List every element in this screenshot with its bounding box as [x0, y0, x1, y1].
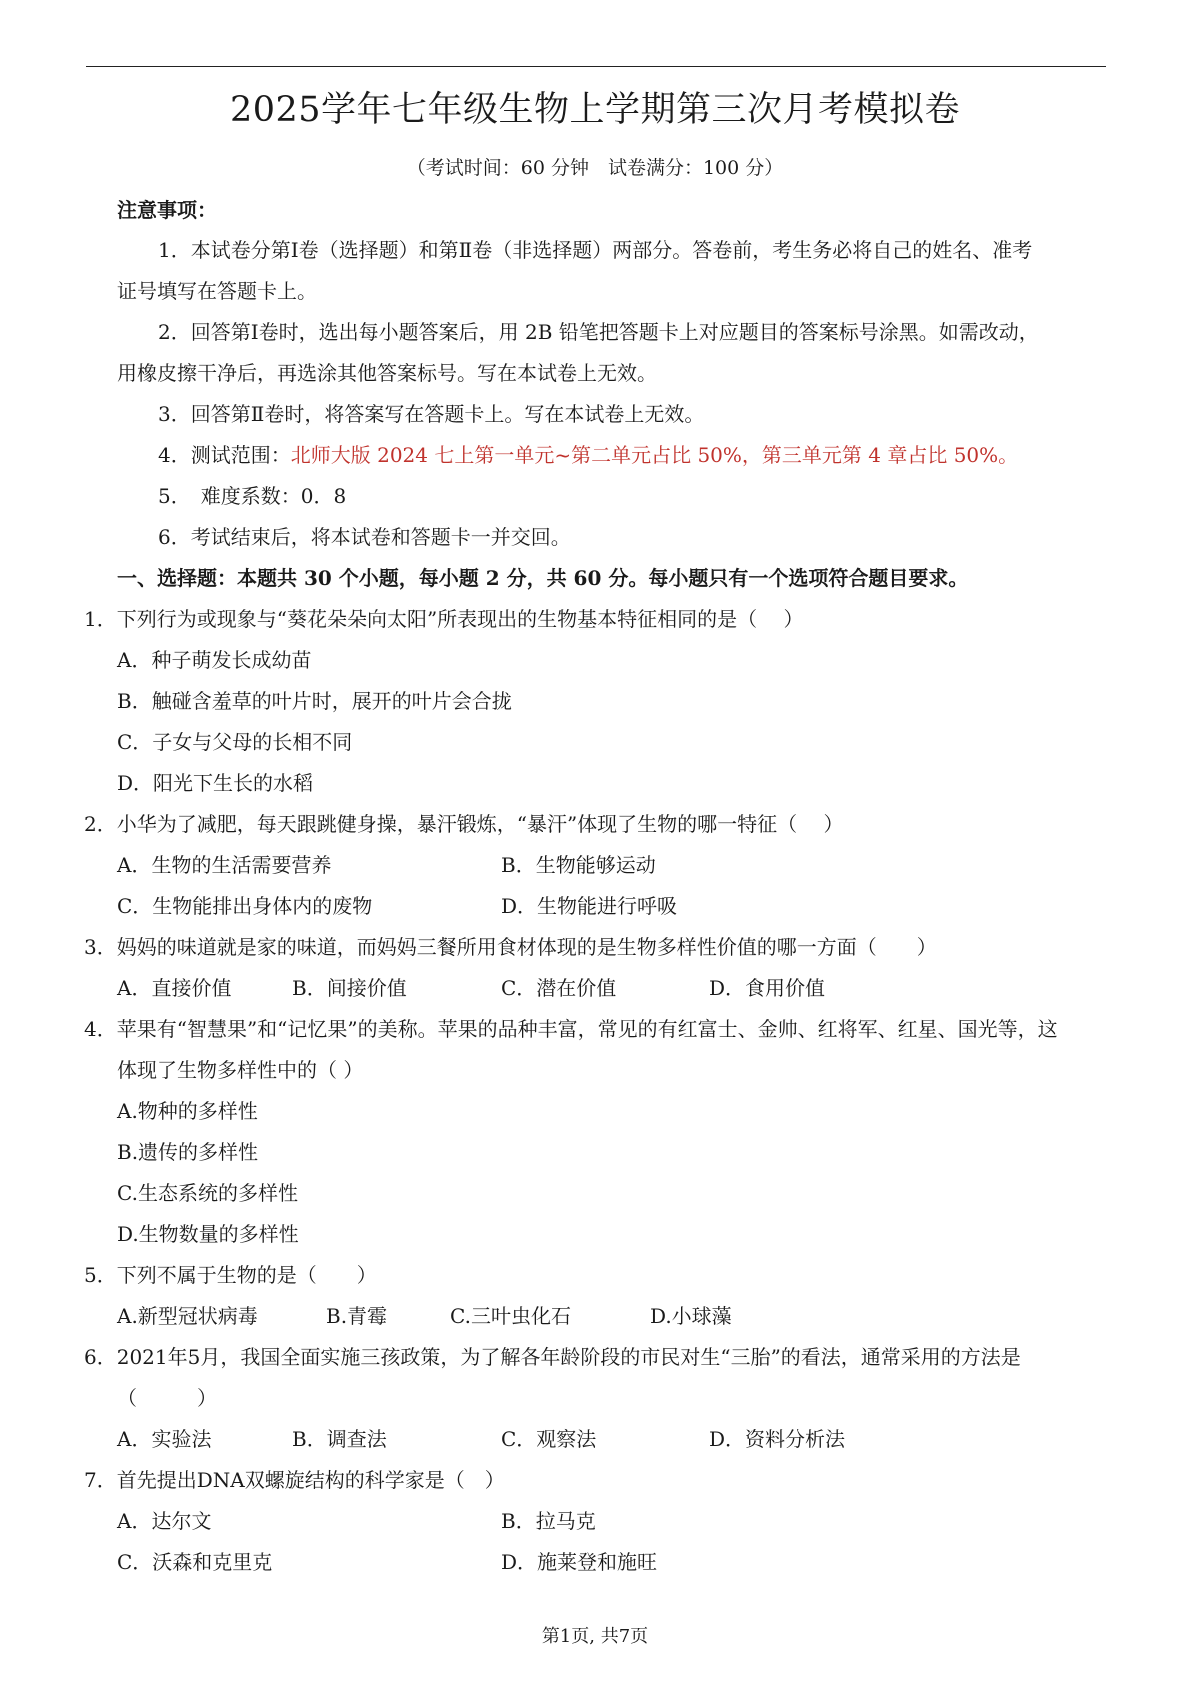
note-1-line-1: 1．本试卷分第Ⅰ卷（选择题）和第Ⅱ卷（非选择题）两部分。答卷前，考生务必将自己的姓名、准考	[158, 238, 1033, 262]
page-title: 2025学年七年级生物上学期第三次月考模拟卷	[229, 90, 961, 130]
question-2-stem: 2．小华为了减肥，每天跟跳健身操，暴汗锻炼，“暴汗”体现了生物的哪一特征（ ）	[84, 812, 844, 836]
page-number: 第1页, 共7页	[541, 1626, 649, 1647]
question-3-stem: 3．妈妈的味道就是家的味道，而妈妈三餐所用食材体现的是生物多样性价值的哪一方面（ ）	[84, 935, 937, 959]
question-6-option-b: B．调查法	[292, 1427, 387, 1451]
question-4-option-c: C.生态系统的多样性	[117, 1181, 298, 1205]
note-3: 3．回答第Ⅱ卷时，将答案写在答题卡上。写在本试卷上无效。	[158, 402, 705, 426]
question-6-stem-line-1: 6．2021年5月，我国全面实施三孩政策，为了解各年龄阶段的市民对生“三胎”的看法，通常采用的方法是	[84, 1345, 1021, 1369]
question-6-stem-line-2: （ ）	[117, 1386, 217, 1410]
question-5-stem: 5．下列不属于生物的是（ ）	[84, 1263, 377, 1287]
note-4-prefix: 4．测试范围：	[158, 443, 291, 467]
question-4-option-b: B.遗传的多样性	[117, 1140, 259, 1164]
question-6-option-a: A．实验法	[117, 1427, 212, 1451]
question-1-option-c: C．子女与父母的长相不同	[117, 730, 353, 754]
section-heading: 一、选择题：本题共 30 个小题，每小题 2 分，共 60 分。每小题只有一个选项符合题目要求。	[117, 566, 969, 590]
exam-info: （考试时间：60 分钟 试卷满分：100 分）	[406, 157, 784, 179]
question-7-stem: 7．首先提出DNA双螺旋结构的科学家是（ ）	[84, 1468, 505, 1492]
question-1-stem: 1．下列行为或现象与“葵花朵朵向太阳”所表现出的生物基本特征相同的是（ ）	[84, 607, 804, 631]
question-4-option-d: D.生物数量的多样性	[117, 1222, 299, 1246]
question-7-option-d: D．施莱登和施旺	[501, 1550, 658, 1574]
note-4-scope: 北师大版 2024 七上第一单元~第二单元占比 50%，第三单元第 4 章占比 50%。	[290, 443, 1019, 467]
note-4	[158, 435, 1018, 476]
question-1-option-d: D．阳光下生长的水稻	[117, 771, 314, 795]
question-6-option-c: C．观察法	[501, 1427, 597, 1451]
question-4-option-a: A.物种的多样性	[117, 1099, 258, 1123]
question-4-stem-line-2: 体现了生物多样性中的（ ）	[117, 1058, 364, 1082]
question-1-option-b: B．触碰含羞草的叶片时，展开的叶片会合拢	[117, 689, 512, 713]
question-2-option-b: B．生物能够运动	[501, 853, 656, 877]
question-3-option-d: D．食用价值	[709, 976, 826, 1000]
question-7-option-b: B．拉马克	[501, 1509, 596, 1533]
question-7-option-a: A．达尔文	[117, 1509, 212, 1533]
question-1-option-a: A．种子萌发长成幼苗	[117, 648, 312, 672]
question-3-option-a: A．直接价值	[117, 976, 232, 1000]
note-2-line-1: 2．回答第Ⅰ卷时，选出每小题答案后，用 2B 铅笔把答题卡上对应题目的答案标号涂黑。如需改动，	[158, 320, 1039, 344]
question-2-option-d: D．生物能进行呼吸	[501, 894, 678, 918]
note-6: 6．考试结束后，将本试卷和答题卡一并交回。	[158, 525, 571, 549]
note-2-line-2: 用橡皮擦干净后，再选涂其他答案标号。写在本试卷上无效。	[117, 361, 657, 385]
question-3-option-b: B．间接价值	[292, 976, 407, 1000]
note-5: 5． 难度系数：0．8	[158, 484, 347, 508]
header-rule	[86, 66, 1106, 67]
question-7-option-c: C．沃森和克里克	[117, 1550, 273, 1574]
notes-heading: 注意事项：	[117, 198, 217, 222]
question-2-option-a: A．生物的生活需要营养	[117, 853, 332, 877]
question-6-option-d: D．资料分析法	[709, 1427, 846, 1451]
question-5-option-d: D.小球藻	[650, 1304, 732, 1328]
question-4-stem-line-1: 4．苹果有“智慧果”和“记忆果”的美称。苹果的品种丰富，常见的有红富士、金帅、红将军、红星、国光等，这	[84, 1017, 1058, 1041]
question-5-option-a: A.新型冠状病毒	[117, 1304, 258, 1328]
question-5-option-c: C.三叶虫化石	[450, 1304, 571, 1328]
question-3-option-c: C．潜在价值	[501, 976, 617, 1000]
note-1-line-2: 证号填写在答题卡上。	[117, 279, 317, 303]
question-2-option-c: C．生物能排出身体内的废物	[117, 894, 373, 918]
question-5-option-b: B.青霉	[326, 1304, 388, 1328]
